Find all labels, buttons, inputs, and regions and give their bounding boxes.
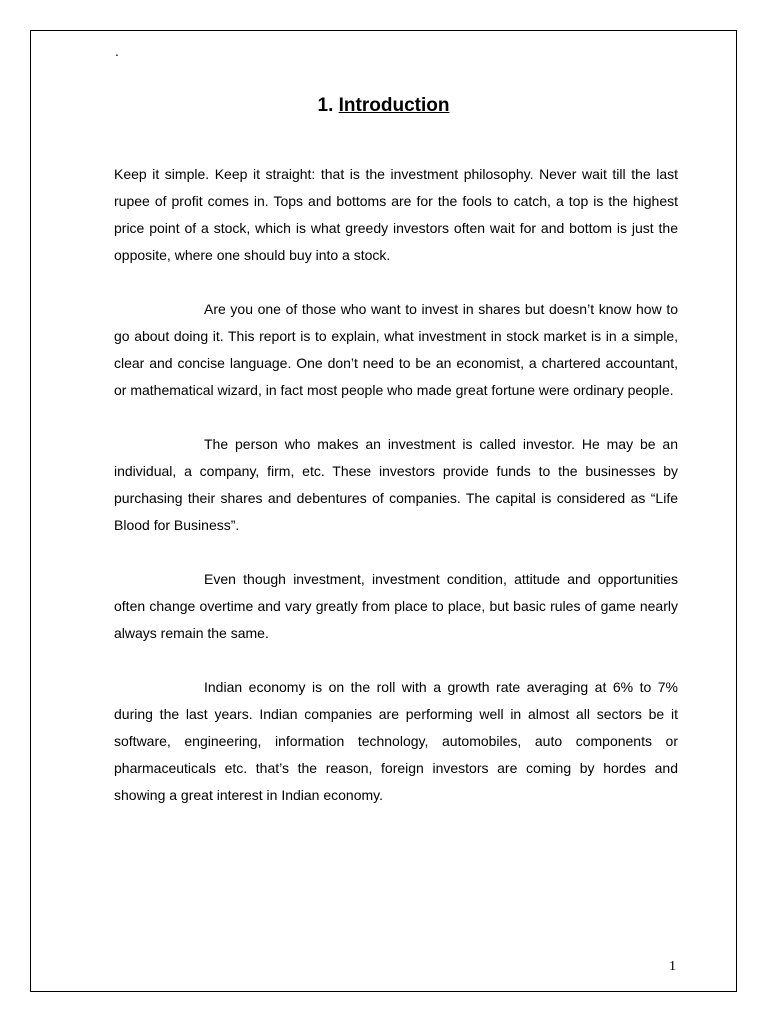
body-text xyxy=(114,161,678,836)
paragraph-2: Are you one of those who want to invest in shares but doesn’t know how to go about doing it. This report is to explain, what investment in stock market is in a simple, clear and concise language. One don’t need to be an economist, a chartered accountant, or mathematical wizard, in fact most people who made great fortune were ordinary people. xyxy=(114,301,678,398)
paragraph-5: Indian economy is on the roll with a growth rate averaging at 6% to 7% during the last years. Indian companies are performing well in almost all sectors be it software, engineering, information technology, automobiles, auto components or pharmaceuticals etc. that’s the reason, foreign investors are coming by hordes and showing a great interest in Indian economy. xyxy=(114,679,678,803)
stray-mark: . xyxy=(115,43,119,59)
section-title: Introduction xyxy=(338,95,450,116)
page-number: 1 xyxy=(669,959,676,974)
section-number: 1. xyxy=(317,95,334,116)
paragraph-3: The person who makes an investment is called investor. He may be an individual, a company, firm, etc. These investors provide funds to the businesses by purchasing their shares and debentures of companies. The capital is considered as “Life Blood for Business”. xyxy=(114,436,678,533)
page-title xyxy=(31,95,736,117)
paragraph-4: Even though investment, investment condition, attitude and opportunities often change overtime and vary greatly from place to place, but basic rules of game nearly always remain the same. xyxy=(114,571,678,641)
paragraph-1: Keep it simple. Keep it straight: that is the investment philosophy. Never wait till the last rupee of profit comes in. Tops and bottoms are for the fools to catch, a top is the highest price point of a stock, which is what greedy investors often wait for and bottom is just the opposite, where one should buy into a stock. xyxy=(114,166,678,263)
document-page xyxy=(30,30,737,992)
